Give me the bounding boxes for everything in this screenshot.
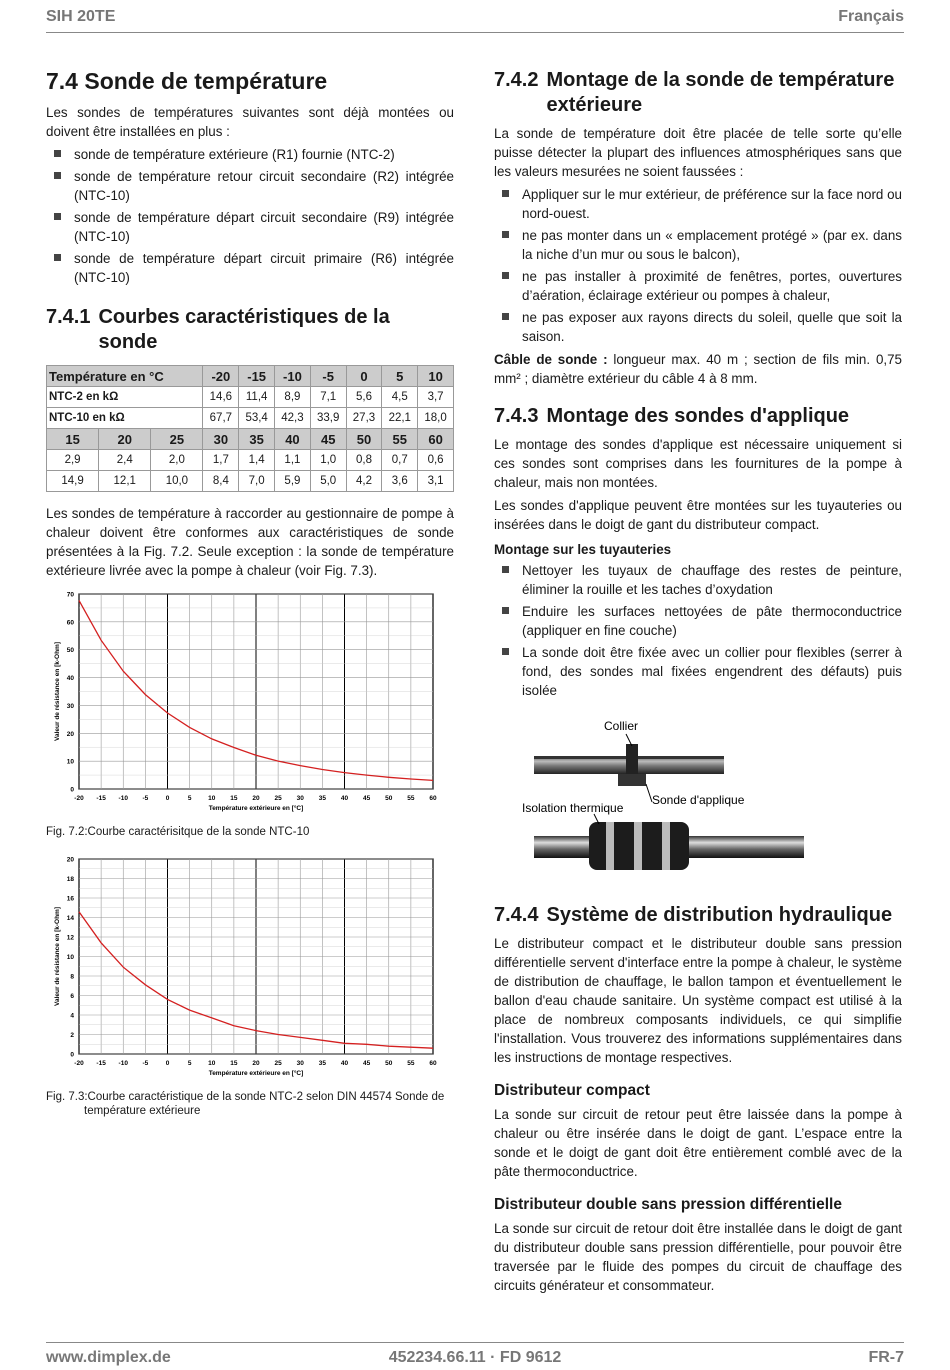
table-cell: 1,7 xyxy=(203,450,239,471)
figure-7-2 xyxy=(46,588,454,839)
x-tick-label: -15 xyxy=(96,795,106,802)
section-heading: Système de distribution hydraulique xyxy=(546,904,893,926)
x-tick-label: 60 xyxy=(429,795,437,802)
y-tick-label: 0 xyxy=(70,786,74,794)
x-tick-label: 30 xyxy=(296,1060,304,1067)
y-tick-label: 60 xyxy=(66,619,74,627)
insulation-band xyxy=(606,822,614,870)
pipe-sensor-figure xyxy=(494,714,902,889)
table-cell: 0,8 xyxy=(346,450,382,471)
x-tick-label: 55 xyxy=(407,795,415,802)
table-cell: 45 xyxy=(310,429,346,450)
table-cell: 12,1 xyxy=(99,471,151,492)
x-tick-label: 20 xyxy=(252,795,260,802)
list-item: ne pas exposer aux rayons directs du soleil, quelle que soit la saison. xyxy=(494,308,902,346)
table-cell: 25 xyxy=(151,429,203,450)
table-cell: 5,9 xyxy=(275,471,311,492)
mounting-list xyxy=(494,185,902,346)
section-7-4-2-intro: La sonde de température doit être placée de telle sorte qu’elle puisse détecter la plupart des influences atmosphériques sans que les valeurs mesurées ne soient faussées : xyxy=(494,126,902,179)
footer-page-number: FR-7 xyxy=(868,1349,904,1366)
page-footer xyxy=(46,1342,904,1369)
cable-text: longueur max. 40 m ; section de fils min. 0,75 mm² ; diamètre extérieur du câble 4 à 8 mm. xyxy=(494,352,902,386)
section-7-4-3-title xyxy=(494,404,902,429)
x-tick-label: 0 xyxy=(165,795,170,802)
section-heading: Montage de la sonde de température extérieure xyxy=(546,69,895,116)
sensor-table xyxy=(46,365,454,492)
table-row xyxy=(47,429,454,450)
table-cell: NTC-10 en kΩ xyxy=(47,408,203,429)
table-cell: 5,6 xyxy=(346,387,382,408)
table-row xyxy=(47,471,454,492)
x-tick-label: 15 xyxy=(230,1060,238,1067)
subheading-double: Distributeur double sans pression différentielle xyxy=(494,1196,842,1213)
clamp-collier xyxy=(626,744,638,778)
table-cell: 10 xyxy=(418,366,454,387)
x-tick-label: 60 xyxy=(429,1060,437,1067)
y-tick-label: 8 xyxy=(70,973,74,981)
section-7-4-3-p1: Le montage des sondes d'applique est nécessaire uniquement si ces sondes sont comprises dans les fournitures de la pompe à chaleur, mais non montées. xyxy=(494,437,902,490)
subheading-tuyauteries: Montage sur les tuyauteries xyxy=(494,542,672,557)
table-cell: 5 xyxy=(382,366,418,387)
table-cell: 18,0 xyxy=(418,408,454,429)
table-cell: 3,6 xyxy=(382,471,418,492)
table-cell: 67,7 xyxy=(203,408,239,429)
y-tick-label: 14 xyxy=(66,915,74,922)
table-cell: 7,1 xyxy=(310,387,346,408)
y-tick-label: 12 xyxy=(66,934,74,942)
y-tick-label: 16 xyxy=(66,895,74,903)
label-sonde: Sonde d'applique xyxy=(652,793,745,807)
x-tick-label: 0 xyxy=(165,1060,170,1067)
table-cell: 7,0 xyxy=(239,471,275,492)
table-cell: 8,4 xyxy=(203,471,239,492)
table-cell: 2,4 xyxy=(99,450,151,471)
list-item: Enduire les surfaces nettoyées de pâte thermoconductrice (appliquer en fine couche) xyxy=(494,602,902,640)
y-tick-label: 18 xyxy=(66,876,74,883)
table-cell: 2,9 xyxy=(47,450,99,471)
section-number: 7.4.2 xyxy=(494,69,539,91)
table-cell: 3,1 xyxy=(418,471,454,492)
table-cell: -20 xyxy=(203,366,239,387)
y-tick-label: 10 xyxy=(66,954,74,961)
insulation-band xyxy=(634,822,642,870)
y-tick-label: 4 xyxy=(70,1012,74,1020)
table-row xyxy=(47,408,454,429)
list-item: sonde de température retour circuit secondaire (R2) intégrée (NTC-10) xyxy=(46,167,454,205)
x-tick-label: 25 xyxy=(274,1060,282,1067)
x-tick-label: -15 xyxy=(96,1060,106,1067)
table-cell: -15 xyxy=(239,366,275,387)
section-7-4-4-title xyxy=(494,903,902,928)
x-tick-label: -10 xyxy=(118,795,128,802)
x-tick-label: -10 xyxy=(118,1060,128,1067)
table-cell: 30 xyxy=(203,429,239,450)
y-tick-label: 30 xyxy=(66,702,74,710)
sensor-list xyxy=(46,145,454,287)
table-cell: 4,5 xyxy=(382,387,418,408)
x-tick-label: 45 xyxy=(363,1060,371,1067)
x-tick-label: 50 xyxy=(385,1060,393,1067)
x-tick-label: 35 xyxy=(318,1060,326,1067)
y-tick-label: 20 xyxy=(66,730,74,738)
y-tick-label: 6 xyxy=(70,993,74,1000)
table-cell: 0,7 xyxy=(382,450,418,471)
table-cell: 55 xyxy=(382,429,418,450)
right-column xyxy=(494,68,902,1299)
y-tick-label: 0 xyxy=(70,1051,74,1059)
y-tick-label: 40 xyxy=(66,675,74,683)
table-cell: 50 xyxy=(346,429,382,450)
double-paragraph: La sonde sur circuit de retour doit être installée dans le doigt de gant du distributeur double sans pression différentielle, pour pouvoir être traversée par le fluide des pompes du circuit de chauffage des circuits générateur et consommateur. xyxy=(494,1221,902,1293)
section-7-4-3-p2: Les sondes d'applique peuvent être montées sur les tuyauteries ou insérées dans le doigt de gant du distributeur compact. xyxy=(494,498,902,532)
x-tick-label: 5 xyxy=(187,795,192,802)
footer-website: www.dimplex.de xyxy=(46,1349,171,1366)
x-axis-label: Température extérieure en [°C] xyxy=(208,1070,304,1077)
list-item: ne pas monter dans un « emplacement protégé » (par ex. dans la niche d’un mur ou sous le balcon), xyxy=(494,226,902,264)
table-cell: 42,3 xyxy=(275,408,311,429)
applique-sensor xyxy=(618,774,646,786)
table-cell: 10,0 xyxy=(151,471,203,492)
x-tick-label: 40 xyxy=(340,795,349,802)
x-tick-label: 45 xyxy=(363,795,371,802)
section-7-4-2-title xyxy=(494,68,902,118)
section-number: 7.4.3 xyxy=(494,405,539,427)
cable-spec xyxy=(494,350,902,388)
y-axis-label: Valeur de résistance en [k-Ohm] xyxy=(54,907,61,1006)
table-cell: 1,0 xyxy=(310,450,346,471)
y-tick-label: 2 xyxy=(70,1032,74,1039)
list-item: sonde de température extérieure (R1) fournie (NTC-2) xyxy=(46,145,454,164)
footer-doc-number: 452234.66.11 · FD 9612 xyxy=(388,1349,562,1366)
table-cell: 27,3 xyxy=(346,408,382,429)
section-7-4-1-title xyxy=(46,305,454,355)
label-isolation: Isolation thermique xyxy=(522,801,624,815)
table-cell: 4,2 xyxy=(346,471,382,492)
pipe-mounting-list xyxy=(494,561,902,700)
y-tick-label: 70 xyxy=(66,591,74,599)
header-language: Français xyxy=(838,8,904,25)
table-cell: 11,4 xyxy=(239,387,275,408)
table-cell: 15 xyxy=(47,429,99,450)
x-tick-label: 55 xyxy=(407,1060,415,1067)
list-item: Nettoyer les tuyaux de chauffage des restes de peinture, éliminer la rouille et les taches d’oxydation xyxy=(494,561,902,599)
table-cell: 14,6 xyxy=(203,387,239,408)
x-axis-label: Température extérieure en [°C] xyxy=(208,805,304,812)
header-product: SIH 20TE xyxy=(46,8,116,25)
x-tick-label: -20 xyxy=(74,795,84,802)
section-7-4-4-p1: Le distributeur compact et le distributeur double sans pression différentielle servent d'interface entre la pompe à chaleur, le système de distribution de chauffage, le ballon tampon et éventuellement le ballon d'eau chaude sanitaire. Un système compact est utilisé à la place de nombreux composants individuels, ce qui simplifie l'installation. Vous trouverez des informations supplémentaires dans les instructions de montage respectives. xyxy=(494,936,902,1065)
section-7-4-title: 7.4 Sonde de température xyxy=(46,68,328,94)
insulation-band xyxy=(662,822,670,870)
list-item: Appliquer sur le mur extérieur, de préférence sur la face nord ou nord-ouest. xyxy=(494,185,902,223)
label-collier: Collier xyxy=(604,719,639,733)
table-row xyxy=(47,387,454,408)
cable-label: Câble de sonde : xyxy=(494,352,608,367)
page-header xyxy=(46,6,904,33)
x-tick-label: 25 xyxy=(274,795,282,802)
pipe-sensor-illustration xyxy=(494,714,902,889)
y-axis-label: Valeur de résistance en [k-Ohm] xyxy=(54,642,61,741)
list-item: sonde de température départ circuit secondaire (R9) intégrée (NTC-10) xyxy=(46,208,454,246)
figure-caption: Fig. 7.3:Courbe caractéristique de la sonde NTC-2 selon DIN 44574 Sonde de température extérieure xyxy=(46,1091,445,1117)
table-cell: 20 xyxy=(99,429,151,450)
x-tick-label: 35 xyxy=(318,795,326,802)
section-7-4-intro: Les sondes de températures suivantes sont déjà montées ou doivent être installées en plus : xyxy=(46,105,454,139)
table-cell: 0 xyxy=(346,366,382,387)
x-tick-label: 50 xyxy=(385,795,393,802)
chart-ntc10 xyxy=(46,588,454,814)
x-tick-label: -5 xyxy=(142,1060,149,1067)
table-cell: 60 xyxy=(418,429,454,450)
x-tick-label: -5 xyxy=(142,795,149,802)
x-tick-label: 10 xyxy=(208,795,216,802)
table-cell: 40 xyxy=(275,429,311,450)
y-tick-label: 10 xyxy=(66,758,74,766)
table-cell: 53,4 xyxy=(239,408,275,429)
x-tick-label: 15 xyxy=(230,795,238,802)
table-cell: 1,1 xyxy=(275,450,311,471)
table-cell: 1,4 xyxy=(239,450,275,471)
section-heading: Montage des sondes d'applique xyxy=(546,405,850,427)
table-row xyxy=(47,450,454,471)
y-tick-label: 20 xyxy=(66,856,74,864)
table-cell: 0,6 xyxy=(418,450,454,471)
x-tick-label: 30 xyxy=(296,795,304,802)
table-cell: 33,9 xyxy=(310,408,346,429)
table-cell: 8,9 xyxy=(275,387,311,408)
section-number: 7.4.4 xyxy=(494,904,539,926)
x-tick-label: 10 xyxy=(208,1060,216,1067)
section-heading: Courbes caractéristiques de la sonde xyxy=(98,306,390,353)
table-cell: NTC-2 en kΩ xyxy=(47,387,203,408)
table-row xyxy=(47,366,454,387)
chart-ntc2 xyxy=(46,853,454,1079)
section-7-4-1-paragraph: Les sondes de température à raccorder au gestionnaire de pompe à chaleur doivent être conformes aux caractéristiques de sonde présentées à la Fig. 7.2. Seule exception : la sonde de température extérieure livrée avec la pompe à chaleur (voir Fig. 7.3). xyxy=(46,506,454,578)
x-tick-label: 40 xyxy=(340,1060,349,1067)
subheading-compact: Distributeur compact xyxy=(494,1082,650,1099)
list-item: sonde de température départ circuit primaire (R6) intégrée (NTC-10) xyxy=(46,249,454,287)
table-cell: -10 xyxy=(275,366,311,387)
table-cell: 3,7 xyxy=(418,387,454,408)
y-tick-label: 50 xyxy=(66,647,74,655)
x-tick-label: 20 xyxy=(252,1060,260,1067)
list-item: La sonde doit être fixée avec un collier pour flexibles (serrer à fond, des sondes mal fixées engendrent des défauts) puis isolée xyxy=(494,643,902,700)
table-cell: 5,0 xyxy=(310,471,346,492)
compact-paragraph: La sonde sur circuit de retour peut être laissée dans la pompe à chaleur ou être insérée dans le doigt de gant. L’espace entre la sonde et le doigt de gant doit être entièrement comblé avec de la pâte thermoconductrice. xyxy=(494,1107,902,1179)
table-cell: 22,1 xyxy=(382,408,418,429)
table-cell: 2,0 xyxy=(151,450,203,471)
list-item: ne pas installer à proximité de fenêtres, portes, ouvertures d’aération, éclairage extérieur ou pompes à chaleur, xyxy=(494,267,902,305)
table-cell: Température en °C xyxy=(47,366,203,387)
table-cell: -5 xyxy=(310,366,346,387)
left-column xyxy=(46,68,454,1122)
figure-caption: Fig. 7.2:Courbe caractérisitque de la sonde NTC-10 xyxy=(46,826,310,838)
x-tick-label: -20 xyxy=(74,1060,84,1067)
table-cell: 14,9 xyxy=(47,471,99,492)
table-cell: 35 xyxy=(239,429,275,450)
figure-7-3 xyxy=(46,853,454,1118)
x-tick-label: 5 xyxy=(187,1060,192,1067)
section-number: 7.4.1 xyxy=(46,306,91,328)
